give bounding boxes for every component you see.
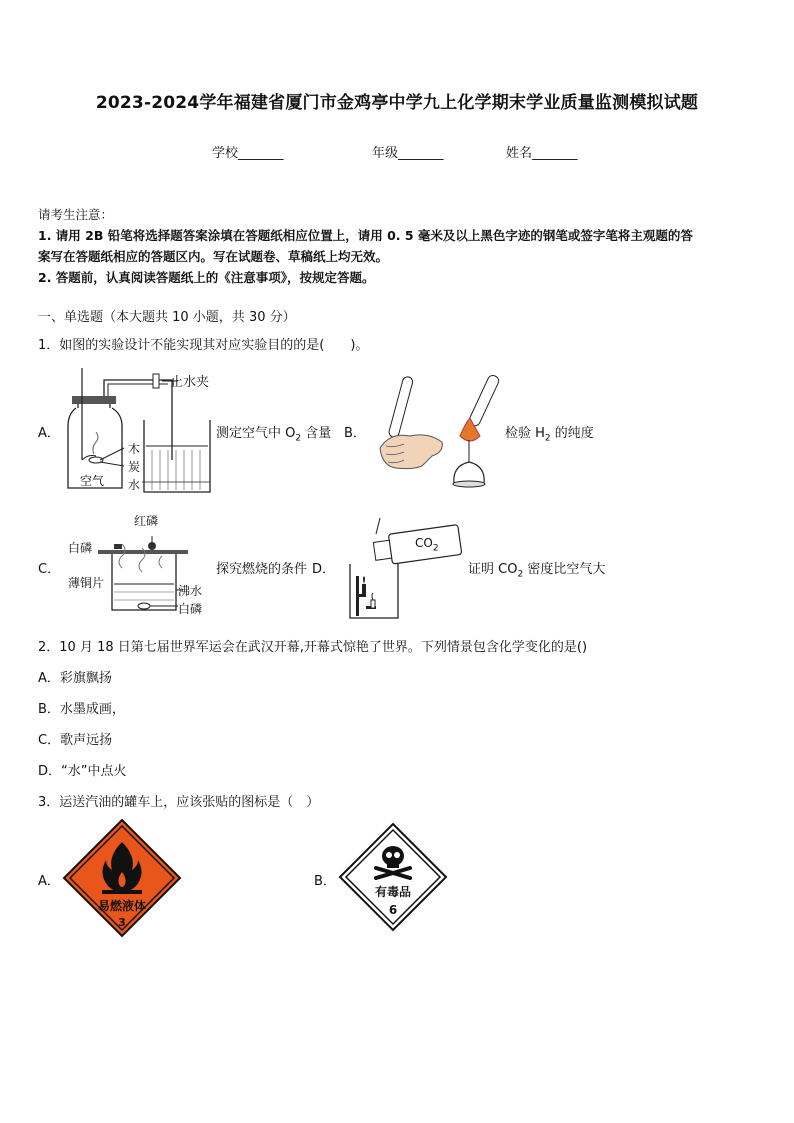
school-field: 学校_______ <box>212 146 284 161</box>
q1-option-b-label: B． <box>344 426 366 441</box>
fig-c-boiling-water: 沸水 <box>178 584 203 598</box>
q3-option-b-label: B． <box>314 874 336 889</box>
q1-option-a-text: 测定空气中 $O_2$ 含量 <box>216 426 332 444</box>
sign-b-caption: 有毒品 <box>374 885 412 899</box>
name-field: 姓名_______ <box>506 146 578 161</box>
fig-c-copper-plate: 薄铜片 <box>68 576 105 590</box>
section-heading: 一、单选题（本大题共 10 小题，共 30 分） <box>38 310 296 325</box>
q1-option-d-label: D． <box>312 562 336 577</box>
q1-option-b-text: 检验 $H_2$ 的纯度 <box>505 426 594 444</box>
fig-d-co2-label: $CO_2$ <box>415 536 439 554</box>
q1-figure-b <box>372 374 502 490</box>
q1-figure-d <box>340 514 464 624</box>
q2-stem: 2．10 月 18 日第七届世界军运会在武汉开幕,开幕式惊艳了世界。下列情景包含化学变化的是() <box>38 640 588 655</box>
toxic-substance-sign <box>338 822 448 932</box>
sign-b-number: 6 <box>388 903 398 917</box>
grade-field: 年级_______ <box>372 146 444 161</box>
q2-option-b: B．水墨成画， <box>38 702 125 717</box>
fig-c-white-phosphorus-top: 白磷 <box>68 541 93 555</box>
fig-a-charcoal-label-2: 炭 <box>128 460 141 474</box>
sign-a-number: 3 <box>118 916 126 929</box>
q1-option-d-text: 证明 $CO_2$ 密度比空气大 <box>468 562 606 580</box>
q1-stem: 1．如图的实验设计不能实现其对应实验目的的是( )。 <box>38 338 369 353</box>
fig-c-red-phosphorus: 红磷 <box>134 514 159 528</box>
q1-option-c-label: C． <box>38 562 61 577</box>
notes-block <box>38 204 758 288</box>
fig-a-charcoal-label-1: 木 <box>128 442 141 456</box>
notes-item-2: 2. 答题前，认真阅读答题纸上的《注意事项》，按规定答题。 <box>38 270 375 285</box>
q3-option-a-label: A． <box>38 874 60 889</box>
flammable-liquid-sign <box>62 818 182 938</box>
q2-option-a: A．彩旗飘扬 <box>38 671 112 686</box>
page-title: 2023-2024学年福建省厦门市金鸡亭中学九上化学期末学业质量监测模拟试题 <box>95 93 699 113</box>
fig-c-white-phosphorus-bottom: 白磷 <box>178 602 203 616</box>
notes-item-1-cont: 案写在答题纸相应的答题区内。写在试题卷、草稿纸上均无效。 <box>38 249 389 264</box>
notes-heading: 请考生注意： <box>38 207 114 222</box>
fig-a-water-label: 水 <box>128 478 141 492</box>
q3-stem: 3．运送汽油的罐车上，应该张贴的图标是（ ） <box>38 795 320 810</box>
notes-item-1: 1. 请用 2B 铅笔将选择题答案涂填在答题纸相应位置上，请用 0. 5 毫米及以上黑色字迹的钢笔或签字笔将主观题的答 <box>38 228 693 243</box>
q2-option-d: D．“水”中点火 <box>38 764 127 779</box>
svg-text:空气: 空气 <box>80 474 105 488</box>
fig-a-clamp-label: 止水夹 <box>170 375 210 390</box>
sign-a-caption: 易燃液体 <box>97 899 147 913</box>
q1-option-c-text: 探究燃烧的条件 <box>216 562 308 577</box>
q1-option-a-label: A． <box>38 426 60 441</box>
q2-option-c: C．歌声远扬 <box>38 733 113 748</box>
